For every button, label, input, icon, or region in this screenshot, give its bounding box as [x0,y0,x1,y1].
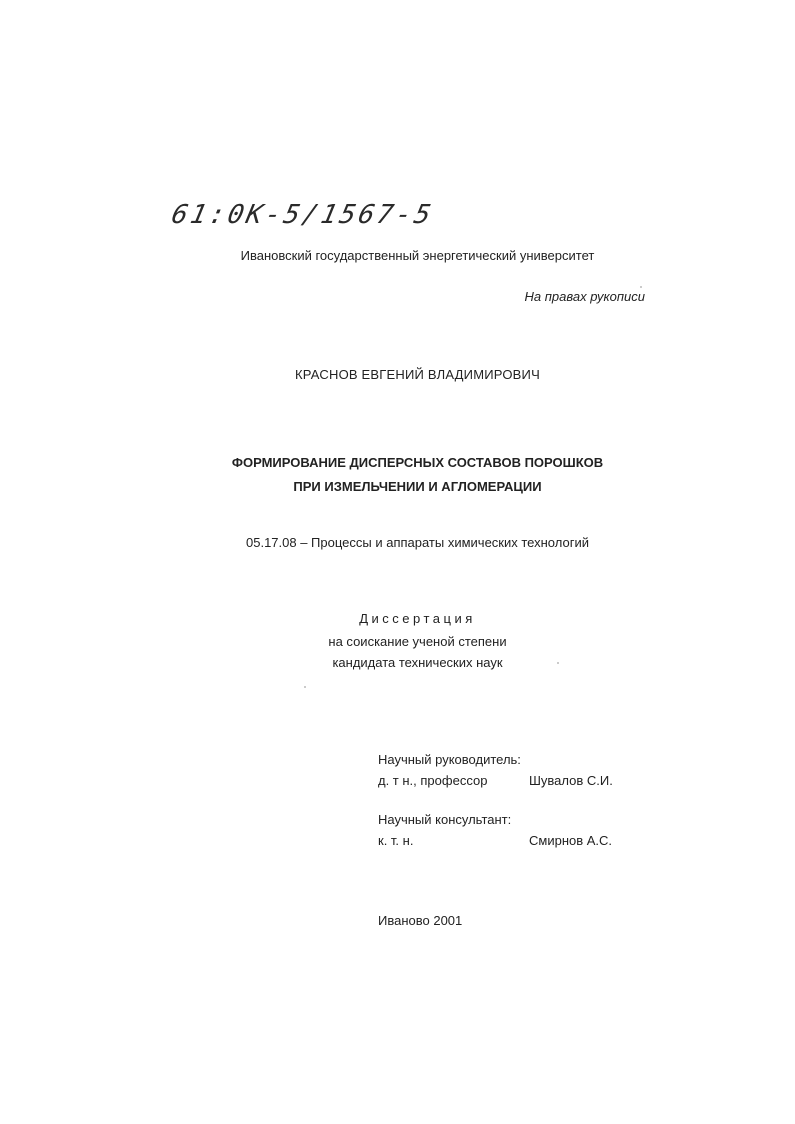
supervisor-label: Научный руководитель: [378,752,521,767]
scan-speck [304,686,306,688]
title-line-1: ФОРМИРОВАНИЕ ДИСПЕРСНЫХ СОСТАВОВ ПОРОШКОВ [231,455,604,470]
handwritten-catalog-code: 61:0К-5/1567-5 [168,200,437,230]
author-name: КРАСНОВ ЕВГЕНИЙ ВЛАДИМИРОВИЧ [295,367,540,382]
degree-line-2: кандидата технических наук [332,655,503,670]
consultant-label: Научный консультант: [378,812,512,827]
university-name: Ивановский государственный энергетический университет [240,248,595,263]
scan-speck [640,286,642,288]
rights-note: На правах рукописи [524,289,645,304]
title-line-2: ПРИ ИЗМЕЛЬЧЕНИИ И АГЛОМЕРАЦИИ [293,479,542,494]
consultant-title: к. т. н. [378,833,414,848]
specialty-code: 05.17.08 – Процессы и аппараты химических технологий [246,535,589,550]
city-year: Иваново 2001 [378,913,463,928]
consultant-name: Смирнов А.С. [529,833,613,848]
supervisor-title: д. т н., профессор [378,773,488,788]
scan-speck [557,662,559,664]
dissertation-type: Диссертация [359,611,476,626]
dissertation-title [0,451,795,499]
degree-line-1: на соискание ученой степени [328,634,507,649]
supervisor-name: Шувалов С.И. [529,773,613,788]
